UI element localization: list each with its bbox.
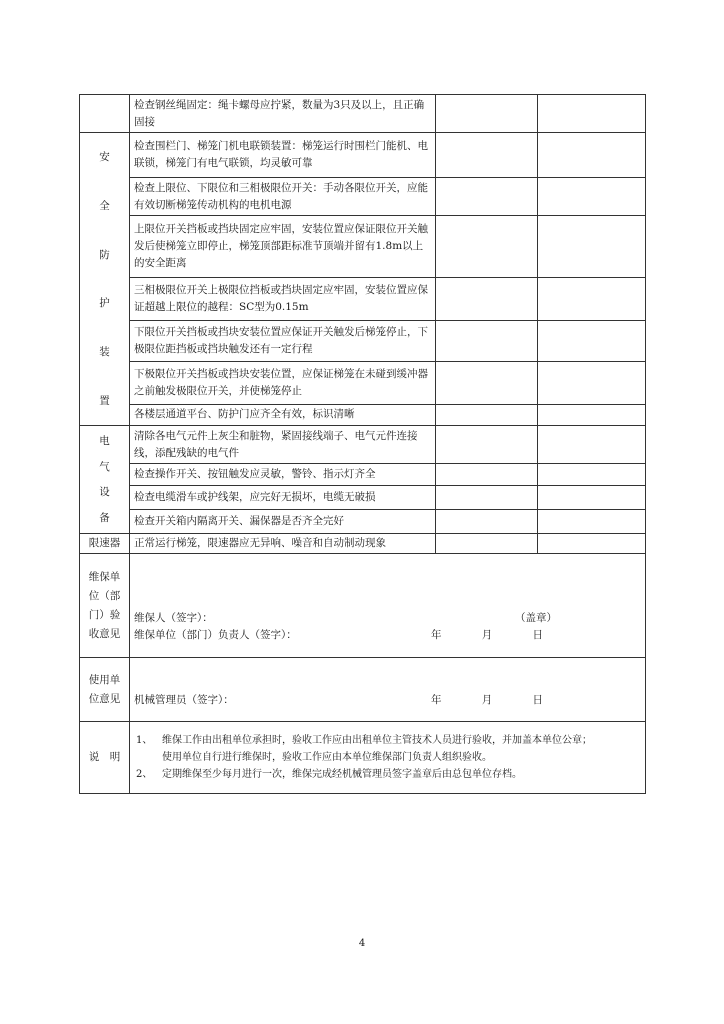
check-item: 正常运行梯笼，限速器应无异响、噪音和自动制动现象 <box>130 534 436 554</box>
label-line: 收意见 <box>88 627 121 640</box>
table-row <box>80 426 646 464</box>
remark-cell <box>538 510 646 534</box>
note-index: 2、 <box>136 769 153 780</box>
maintenance-opinion-row <box>80 554 646 658</box>
note-text: 使用单位自行进行维保时，验收工作应由本单位维保部门负责人组织验收。 <box>162 752 492 763</box>
category-char: 安 <box>99 151 110 164</box>
table-row <box>80 321 646 362</box>
category-char: 置 <box>99 394 110 407</box>
remark-cell <box>538 177 646 215</box>
mechanic-manager-signature-label: 机械管理员（签字）： <box>134 694 234 706</box>
maintenance-opinion-cell <box>130 554 646 658</box>
remark-cell <box>538 95 646 133</box>
check-item: 各楼层通道平台、防护门应齐全有效，标识清晰 <box>130 404 436 425</box>
remark-cell <box>538 464 646 486</box>
notes-row <box>80 722 646 794</box>
check-item: 下限位开关挡板或挡块安装位置应保证开关触发后梯笼停止，下极限位距挡板或挡块触发还有一定行程 <box>130 321 436 362</box>
result-cell <box>436 510 538 534</box>
note-text: 维保工作由出租单位承担时，验收工作应由出租单位主管技术人员进行验收，并加盖本单位公章； <box>162 735 592 746</box>
category-electrical <box>80 426 130 534</box>
label-line: 位意见 <box>88 692 121 705</box>
result-cell <box>436 534 538 554</box>
note-text: 定期维保至少每月进行一次，维保完成经机械管理员签字盖章后由总包单位存档。 <box>162 769 522 780</box>
result-cell <box>436 133 538 178</box>
result-cell <box>436 177 538 215</box>
remark-cell <box>538 426 646 464</box>
result-cell <box>436 278 538 321</box>
user-opinion-cell <box>130 658 646 722</box>
table-row <box>80 404 646 425</box>
result-cell <box>436 216 538 278</box>
category-char: 防 <box>99 248 110 261</box>
maintainer-signature-label: 维保人（签字）： <box>134 612 213 624</box>
user-opinion-row <box>80 658 646 722</box>
remark-cell <box>538 404 646 425</box>
table-row <box>80 464 646 486</box>
table-row <box>80 133 646 178</box>
table-row <box>80 95 646 133</box>
check-item: 检查电缆滑车或护线架，应完好无损坏，电缆无破损 <box>130 486 436 510</box>
category-char: 电 <box>99 435 110 448</box>
category-cell-empty <box>80 95 130 133</box>
check-item: 检查上限位、下限位和三相极限位开关：手动各限位开关，应能有效切断梯笼传动机构的电机电源 <box>130 177 436 215</box>
table-row <box>80 510 646 534</box>
category-char: 护 <box>99 297 110 310</box>
date-day: 日 <box>532 629 543 641</box>
table-row <box>80 534 646 554</box>
note-index: 1、 <box>136 735 153 746</box>
table-row <box>80 278 646 321</box>
date-day: 日 <box>532 694 543 706</box>
remark-cell <box>538 486 646 510</box>
result-cell <box>436 321 538 362</box>
notes-cell <box>130 722 646 794</box>
label-line: 门）验 <box>88 608 121 621</box>
seal-label: （盖章） <box>515 612 557 624</box>
maintenance-unit-label <box>80 554 130 658</box>
date-month: 月 <box>481 694 493 706</box>
label-line: 位（部 <box>88 589 121 602</box>
result-cell <box>436 404 538 425</box>
maintenance-inspection-table <box>79 94 646 794</box>
check-item: 上限位开关挡板或挡块固定应牢固，安装位置应保证限位开关触发后使梯笼立即停止，梯笼顶部距标准节顶端并留有1.8m以上的安全距离 <box>130 216 436 278</box>
check-item: 检查钢丝绳固定：绳卡螺母应拧紧，数量为3只及以上，且正确固接 <box>130 95 436 133</box>
table-row <box>80 177 646 215</box>
result-cell <box>436 464 538 486</box>
remark-cell <box>538 278 646 321</box>
table-row <box>80 361 646 404</box>
user-unit-label <box>80 658 130 722</box>
date-year: 年 <box>431 694 442 706</box>
remark-cell <box>538 216 646 278</box>
check-item: 下极限位开关挡板或挡块安装位置，应保证梯笼在未碰到缓冲器之前触发极限位开关，并使梯笼停止 <box>130 361 436 404</box>
category-speed-limiter: 限速器 <box>80 534 130 554</box>
check-item: 检查围栏门、梯笼门机电联锁装置：梯笼运行时围栏门能机、电联锁，梯笼门有电气联锁，均灵敏可靠 <box>130 133 436 178</box>
note-line <box>134 749 641 766</box>
remark-cell <box>538 133 646 178</box>
table-row <box>80 486 646 510</box>
date-month: 月 <box>481 629 493 641</box>
result-cell <box>436 426 538 464</box>
date-year: 年 <box>431 629 442 641</box>
check-item: 检查开关箱内隔离开关、漏保器是否齐全完好 <box>130 510 436 534</box>
remark-cell <box>538 534 646 554</box>
unit-head-signature-label: 维保单位（部门）负责人（签字）： <box>134 629 297 641</box>
category-safety-device <box>80 133 130 426</box>
category-char: 设 <box>99 486 110 499</box>
label-line: 维保单 <box>88 570 121 583</box>
result-cell <box>436 486 538 510</box>
check-item: 清除各电气元件上灰尘和脏物，紧固接线端子、电气元件连接线，添配残缺的电气件 <box>130 426 436 464</box>
category-char: 气 <box>99 460 110 473</box>
page-number: 4 <box>358 938 366 949</box>
label-line: 使用单 <box>88 673 121 686</box>
remark-cell <box>538 321 646 362</box>
check-item: 检查操作开关、按钮触发应灵敏，警铃、指示灯齐全 <box>130 464 436 486</box>
notes-label: 说 明 <box>80 722 130 794</box>
note-line <box>134 732 641 749</box>
check-item: 三相极限位开关上极限位挡板或挡块固定应牢固，安装位置应保证超越上限位的越程：SC型为0.15m <box>130 278 436 321</box>
table-row <box>80 216 646 278</box>
note-line <box>134 766 641 783</box>
category-char: 备 <box>99 511 110 524</box>
remark-cell <box>538 361 646 404</box>
category-char: 全 <box>99 199 110 212</box>
result-cell <box>436 95 538 133</box>
result-cell <box>436 361 538 404</box>
category-char: 装 <box>99 345 110 358</box>
